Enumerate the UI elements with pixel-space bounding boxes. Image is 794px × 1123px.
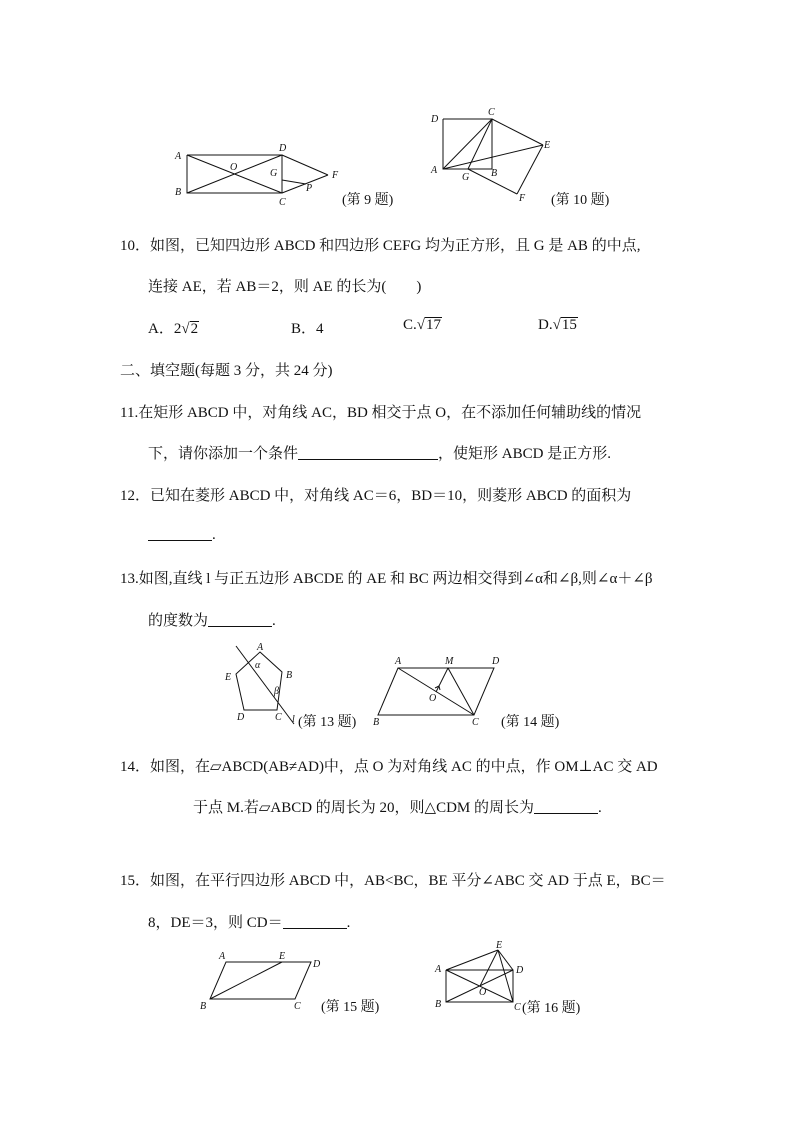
fig15-caption: (第 15 题) [321, 1000, 380, 1015]
q10-option-d-radicand: 15 [561, 317, 577, 333]
q12-line1: 12．已知在菱形 ABCD 中，对角线 AC＝6，BD＝10，则菱形 ABCD 的面积为 [120, 488, 632, 504]
q14-line2 [193, 796, 602, 817]
fig15-label-E: E [279, 951, 286, 962]
fig16-label-E: E [496, 940, 503, 951]
fig16-label-O: O [479, 987, 487, 998]
q13-answer-blank[interactable] [208, 612, 272, 627]
fig14-label-O: O [429, 693, 437, 704]
q10-line1: 10．如图，已知四边形 ABCD 和四边形 CEFG 均为正方形，且 G 是 AB 的中点, [120, 238, 641, 254]
fig16-label-A: A [435, 964, 442, 975]
q10-option-d-label: D. [538, 317, 553, 333]
fig10-label-C: C [488, 107, 495, 118]
fig10-label-G: G [462, 172, 470, 183]
fig16-caption: (第 16 题) [522, 1001, 581, 1016]
fig15-label-B: B [200, 1001, 207, 1012]
q15-answer-blank[interactable] [283, 914, 347, 929]
fig15-label-D: D [313, 959, 321, 970]
fig9-label-B: B [175, 187, 182, 198]
fig9-label-C: C [279, 197, 286, 208]
fig14-label-M: M [445, 656, 454, 667]
q10-option-a-radicand: 2 [190, 321, 199, 337]
q10-option-c: C.√17 [403, 317, 441, 333]
q12-line2 [148, 526, 216, 544]
q10-option-a-label: A．2 [148, 321, 182, 337]
fig16-label-B: B [435, 999, 442, 1010]
fig13-label-E: E [225, 672, 232, 683]
fig14-label-C: C [472, 717, 479, 728]
q12-line2-suffix: . [212, 527, 216, 543]
q13-line2-suffix: . [272, 613, 276, 629]
q11-line2-suffix: ，使矩形 ABCD 是正方形. [438, 446, 611, 462]
fig9-label-D: D [279, 143, 287, 154]
figure-13 [222, 640, 382, 735]
fig15-label-A: A [219, 951, 226, 962]
q11-line1: 11.在矩形 ABCD 中，对角线 AC，BD 相交于点 O，在不添加任何辅助线的情况 [120, 405, 642, 421]
q15-line2 [148, 911, 350, 932]
fig9-label-A: A [175, 151, 182, 162]
q12-answer-blank[interactable] [148, 526, 212, 541]
q14-line2-suffix: . [598, 800, 602, 816]
fig16-label-D: D [516, 965, 524, 976]
fig14-label-D: D [492, 656, 500, 667]
figure-16 [430, 938, 610, 1023]
fig13-label-D: D [237, 712, 245, 723]
q11-line2 [148, 442, 611, 463]
fig9-label-O: O [230, 162, 238, 173]
figure-10 [425, 105, 625, 210]
fig13-label-l: l [292, 714, 295, 725]
fig13-label-C: C [275, 712, 282, 723]
q10-option-d: D.√15 [538, 317, 577, 333]
q15-line2-suffix: . [346, 915, 351, 931]
q13-line2 [148, 609, 276, 630]
fig10-label-E: E [544, 140, 551, 151]
fig10-label-F: F [519, 193, 526, 204]
fig15-label-C: C [294, 1001, 301, 1012]
fig9-label-G: G [270, 168, 278, 179]
q10-option-c-label: C. [403, 317, 417, 333]
fig10-label-D: D [431, 114, 439, 125]
fig9-label-P: P [306, 183, 313, 194]
fig14-label-A: A [395, 656, 402, 667]
fig10-caption: (第 10 题) [551, 193, 610, 208]
q14-answer-blank[interactable] [534, 799, 598, 814]
q10-option-a: A．2√2 [148, 321, 199, 337]
fig13-label-B: B [286, 670, 293, 681]
figure-15 [196, 945, 396, 1020]
fig13-label-beta: β [274, 686, 279, 697]
q14-line2-prefix: 于点 M.若▱ABCD 的周长为 20，则△CDM 的周长为 [193, 800, 535, 816]
fig14-caption: (第 14 题) [501, 715, 560, 730]
fig10-label-B: B [491, 168, 498, 179]
fig16-label-C: C [514, 1002, 521, 1013]
fig14-label-B: B [373, 717, 380, 728]
fig9-label-F: F [332, 170, 339, 181]
figure-14 [368, 652, 583, 737]
q13-line1: 13.如图,直线 l 与正五边形 ABCDE 的 AE 和 BC 两边相交得到∠α和∠β,则∠α＋∠β [120, 571, 653, 587]
section2-title: 二、填空题(每题 3 分，共 24 分) [120, 363, 333, 379]
fig10-label-A: A [431, 165, 438, 176]
q10-line2: 连接 AE，若 AB＝2，则 AE 的长为( ) [148, 279, 422, 295]
q14-line1: 14．如图，在▱ABCD(AB≠AD)中，点 O 为对角线 AC 的中点，作 OM⊥AC 交 AD [120, 759, 658, 775]
q13-line2-prefix: 的度数为 [148, 613, 209, 629]
q11-line2-prefix: 下，请你添加一个条件 [148, 446, 299, 462]
q10-option-c-radicand: 17 [426, 317, 441, 333]
q10-option-b: B．4 [291, 321, 324, 337]
fig13-label-A: A [257, 642, 264, 653]
fig9-caption: (第 9 题) [342, 193, 394, 208]
q11-answer-blank[interactable] [298, 445, 438, 460]
fig13-caption: (第 13 题) [298, 715, 357, 730]
fig13-label-alpha: α [255, 660, 261, 671]
q15-line2-prefix: 8，DE＝3，则 CD＝ [148, 915, 283, 931]
figure-9 [170, 140, 410, 210]
q15-line1: 15．如图，在平行四边形 ABCD 中，AB<BC，BE 平分∠ABC 交 AD 于点 E，BC＝ [120, 873, 666, 889]
